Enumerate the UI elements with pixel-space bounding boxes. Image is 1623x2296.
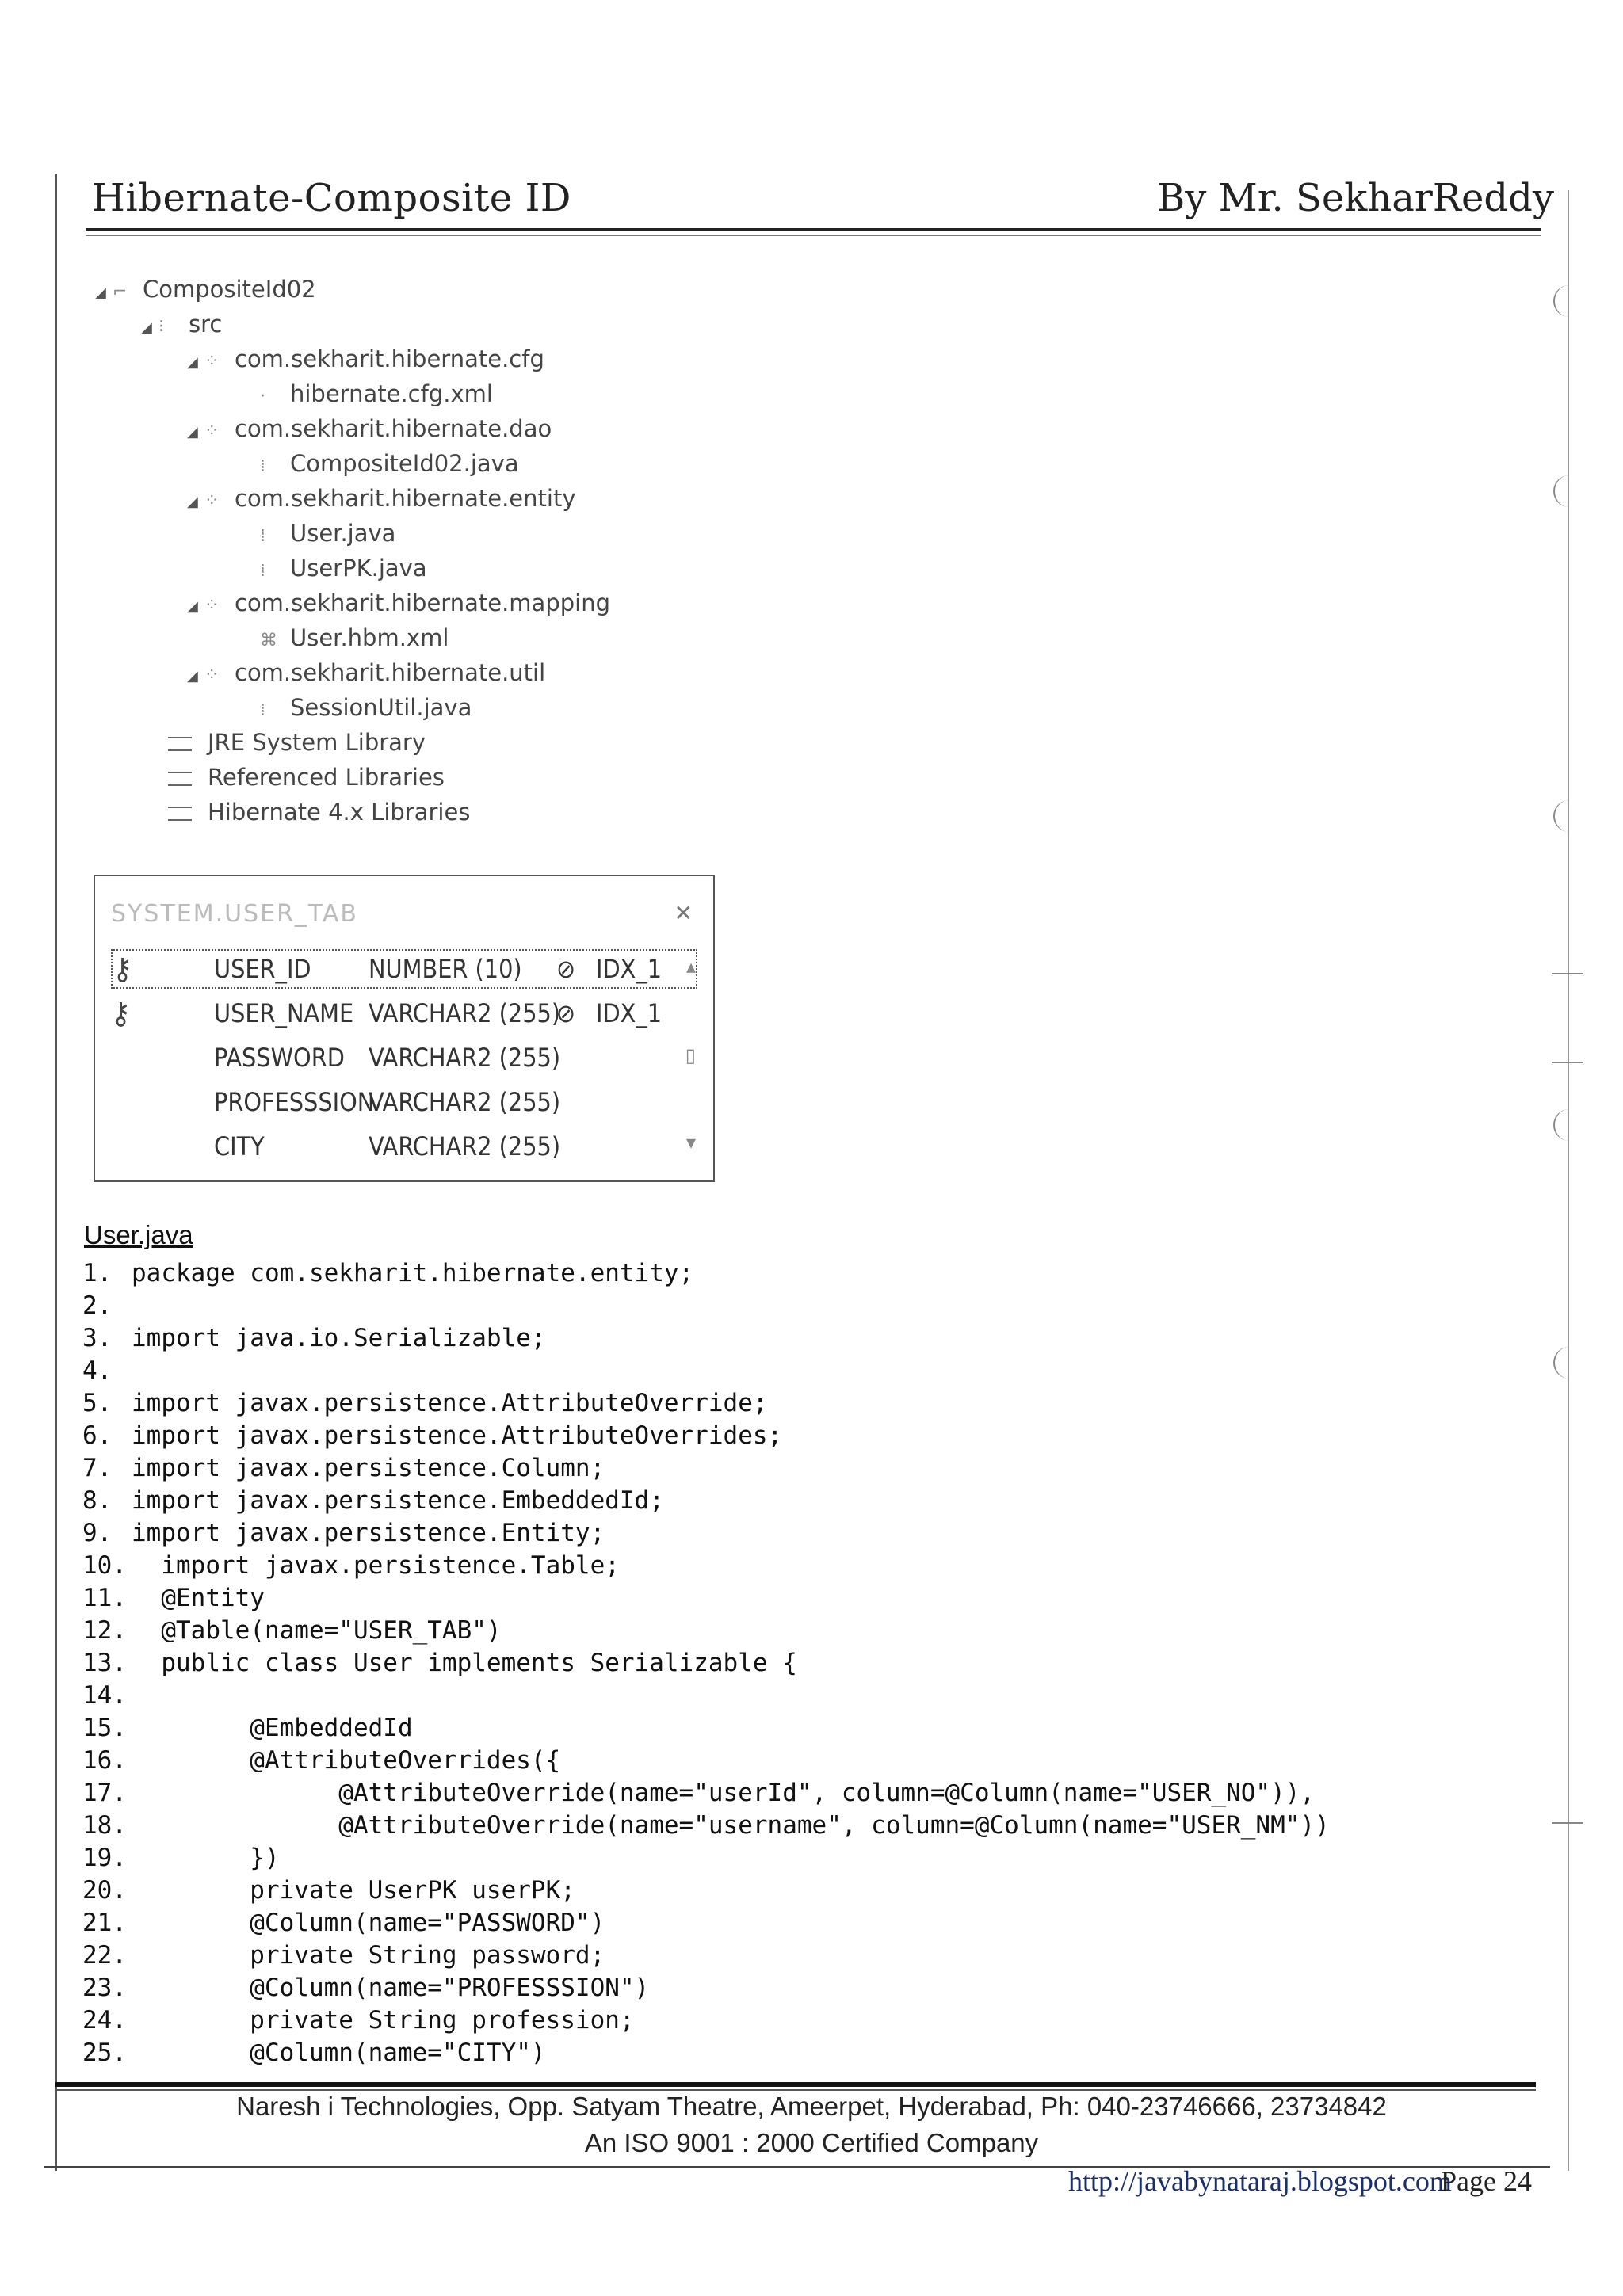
package-icon: ⁘	[204, 666, 220, 685]
tree-item-package-util[interactable]: ◢ ⁘ com.sekharit.hibernate.util	[187, 657, 545, 688]
code-line: 11. @Entity	[82, 1584, 265, 1612]
code-line: 5. import javax.persistence.AttributeOverride;	[82, 1389, 768, 1417]
code-line: 12. @Table(name="USER_TAB")	[82, 1616, 502, 1645]
java-file-icon: ⁞	[260, 561, 265, 581]
code-line: 13. public class User implements Serializable {	[82, 1649, 797, 1677]
db-table-diagram	[94, 875, 715, 1182]
xml-file-icon: ⌘	[260, 631, 277, 650]
tree-item-library[interactable]: JRE System Library	[168, 727, 426, 758]
tree-item-file[interactable]: ⁞ CompositeId02.java	[260, 448, 519, 479]
db-column-row[interactable]: PASSWORD VARCHAR2 (255)	[214, 1043, 561, 1073]
document-title: Hibernate-Composite ID	[92, 176, 571, 220]
close-icon[interactable]: ✕	[674, 902, 693, 926]
code-line: 19. })	[82, 1844, 280, 1872]
footer-url-link[interactable]: http://javabynataraj.blogspot.com	[1068, 2165, 1452, 2197]
code-line: 24. private String profession;	[82, 2006, 635, 2035]
code-line: 17. @AttributeOverride(name="userId", column=@Column(name="USER_NO")),	[82, 1779, 1316, 1807]
package-icon: ⁘	[204, 596, 220, 616]
package-icon: ⁘	[204, 491, 220, 511]
java-file-icon: ⁞	[260, 700, 265, 720]
code-line: 3. import java.io.Serializable;	[82, 1324, 546, 1352]
expand-arrow-icon[interactable]: ◢	[141, 319, 152, 336]
scroll-thumb-icon[interactable]: ▯	[685, 1046, 696, 1066]
tree-item-file[interactable]: ⁞ User.java	[260, 517, 395, 549]
binder-mark	[1553, 1109, 1579, 1141]
code-line: 8. import javax.persistence.EmbeddedId;	[82, 1486, 664, 1515]
package-icon: ⁘	[204, 352, 220, 372]
db-table-title: SYSTEM.USER_TAB	[111, 900, 359, 928]
expand-arrow-icon[interactable]: ◢	[187, 494, 198, 510]
code-line: 4.	[82, 1356, 113, 1385]
tree-item-project[interactable]: ◢ ⌐ CompositeId02	[95, 273, 316, 305]
index-icon: ⊘	[556, 998, 576, 1028]
expand-arrow-icon[interactable]: ◢	[187, 598, 198, 615]
tree-item-src[interactable]: ◢ ⁝ src	[141, 308, 222, 340]
package-icon: ⁘	[204, 421, 220, 441]
scroll-down-icon[interactable]: ▾	[685, 1133, 696, 1154]
library-icon	[168, 772, 192, 786]
footer-rule	[55, 2082, 1536, 2087]
binder-mark	[1553, 800, 1579, 832]
source-folder-icon: ⁝	[158, 317, 164, 337]
code-line: 10. import javax.persistence.Table;	[82, 1551, 620, 1580]
code-line: 6. import javax.persistence.AttributeOverrides;	[82, 1421, 783, 1450]
tree-item-package-cfg[interactable]: ◢ ⁘ com.sekharit.hibernate.cfg	[187, 343, 544, 375]
library-icon	[168, 807, 192, 821]
code-line: 20. private UserPK userPK;	[82, 1876, 575, 1905]
code-line: 14.	[82, 1681, 127, 1710]
tree-item-package-mapping[interactable]: ◢ ⁘ com.sekharit.hibernate.mapping	[187, 587, 610, 619]
tree-item-package-dao[interactable]: ◢ ⁘ com.sekharit.hibernate.dao	[187, 413, 552, 444]
code-file-title: User.java	[84, 1220, 193, 1249]
tree-item-file[interactable]: · hibernate.cfg.xml	[260, 378, 493, 410]
tree-item-file[interactable]: ⌘ User.hbm.xml	[260, 622, 449, 654]
code-line: 7. import javax.persistence.Column;	[82, 1454, 605, 1482]
tree-item-library[interactable]: Referenced Libraries	[168, 761, 445, 793]
code-line: 22. private String password;	[82, 1941, 605, 1970]
tree-item-file[interactable]: ⁞ UserPK.java	[260, 552, 427, 584]
project-icon: ⌐	[113, 282, 128, 302]
binder-mark	[1552, 973, 1583, 974]
code-line: 2.	[82, 1291, 113, 1320]
code-line: 23. @Column(name="PROFESSSION")	[82, 1974, 650, 2002]
binder-mark	[1552, 1062, 1583, 1063]
java-file-icon: ⁞	[260, 456, 265, 476]
key-icon: ⚷	[113, 952, 133, 986]
binder-mark	[1553, 285, 1579, 317]
binder-mark	[1553, 1347, 1579, 1379]
expand-arrow-icon[interactable]: ◢	[187, 354, 198, 371]
db-column-row[interactable]: CITY VARCHAR2 (255)	[214, 1131, 561, 1161]
footer-certification: An ISO 9001 : 2000 Certified Company	[584, 2128, 1039, 2157]
header-rule-thin	[86, 235, 1541, 236]
xml-file-icon: ·	[260, 387, 265, 406]
db-column-row[interactable]: ⚷ USER_ID NUMBER (10) ⊘ IDX_1	[111, 949, 697, 989]
code-line: 18. @AttributeOverride(name="username", column=@Column(name="USER_NM"))	[82, 1811, 1330, 1840]
page-border-left	[55, 174, 57, 2171]
scroll-up-icon[interactable]: ▴	[685, 957, 696, 978]
expand-arrow-icon[interactable]: ◢	[187, 424, 198, 441]
document-author: By Mr. SekharReddy	[1157, 176, 1554, 220]
code-line: 9. import javax.persistence.Entity;	[82, 1519, 605, 1547]
expand-arrow-icon[interactable]: ◢	[95, 284, 106, 301]
db-column-row[interactable]: PROFESSSION VARCHAR2 (255)	[214, 1087, 561, 1117]
index-icon: ⊘	[556, 954, 576, 984]
java-file-icon: ⁞	[260, 526, 265, 546]
page-number: Page 24	[1441, 2165, 1532, 2197]
code-line: 21. @Column(name="PASSWORD")	[82, 1909, 605, 1937]
footer-rule-thin	[55, 2089, 1536, 2091]
footer-address: Naresh i Technologies, Opp. Satyam Theatre, Ameerpet, Hyderabad, Ph: 040-23746666, 23734842	[236, 2092, 1387, 2121]
tree-item-package-entity[interactable]: ◢ ⁘ com.sekharit.hibernate.entity	[187, 482, 575, 514]
binder-mark	[1553, 475, 1579, 507]
code-line: 16. @AttributeOverrides({	[82, 1746, 561, 1775]
code-line: 15. @EmbeddedId	[82, 1714, 413, 1742]
tree-item-file[interactable]: ⁞ SessionUtil.java	[260, 692, 472, 723]
tree-item-library[interactable]: Hibernate 4.x Libraries	[168, 796, 470, 828]
library-icon	[168, 737, 192, 751]
db-column-row[interactable]: ⚷ USER_NAME VARCHAR2 (255) ⊘ IDX_1	[95, 994, 713, 1033]
key-icon: ⚷	[111, 996, 132, 1031]
expand-arrow-icon[interactable]: ◢	[187, 668, 198, 685]
header-rule	[86, 228, 1541, 231]
code-line: 1. package com.sekharit.hibernate.entity;	[82, 1259, 694, 1287]
binder-mark	[1552, 1822, 1583, 1824]
code-line: 25. @Column(name="CITY")	[82, 2039, 546, 2067]
